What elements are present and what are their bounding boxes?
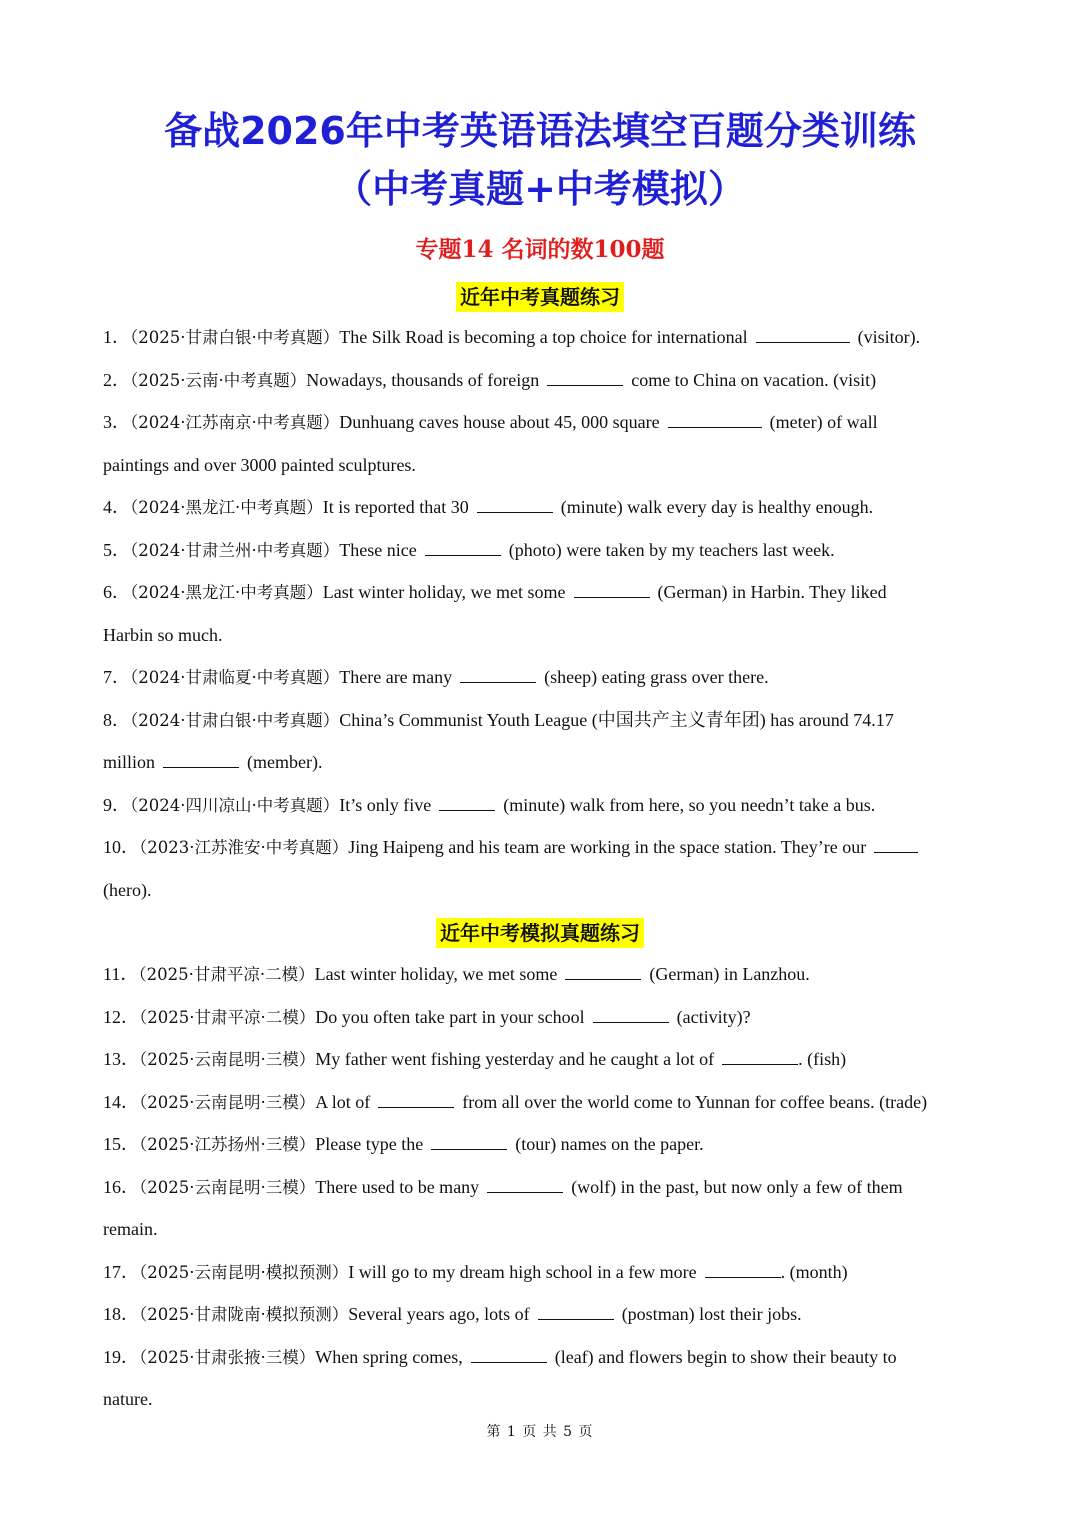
- question-source: （2024·江苏南京·中考真题）: [130, 413, 340, 432]
- question-text: Last winter holiday, we met some: [314, 964, 558, 984]
- question-source: （2025·甘肃白银·中考真题）: [130, 328, 340, 347]
- question-source: （2024·四川凉山·中考真题）: [130, 796, 340, 815]
- answer-blank[interactable]: [722, 1048, 798, 1065]
- question-number: 1．: [103, 327, 130, 347]
- document-title-line2: （中考真题+中考模拟）: [334, 167, 746, 211]
- question-text: Nowadays, thousands of foreign: [306, 370, 540, 390]
- question-source: （2023·江苏淮安·中考真题）: [139, 838, 349, 857]
- question-number: 12．: [103, 1007, 139, 1027]
- question-source: （2025·云南昆明·三模）: [139, 1050, 316, 1069]
- question-hint: (visitor).: [857, 327, 921, 347]
- answer-blank[interactable]: [163, 751, 239, 768]
- question-text: When spring comes,: [315, 1347, 463, 1367]
- question-item: [103, 1048, 983, 1071]
- answer-blank[interactable]: [425, 539, 501, 556]
- question-text: million: [103, 752, 156, 772]
- question-hint: . (month): [780, 1262, 848, 1282]
- question-item: [103, 709, 983, 732]
- question-item: [103, 496, 983, 519]
- question-source: （2025·云南·中考真题）: [130, 371, 307, 390]
- question-hint: (wolf) in the past, but now only a few of them: [571, 1177, 903, 1197]
- question-item: [103, 794, 983, 817]
- answer-blank[interactable]: [378, 1091, 454, 1108]
- question-source: （2025·甘肃平凉·二模）: [139, 1008, 316, 1027]
- answer-blank[interactable]: [471, 1346, 547, 1363]
- question-text: Several years ago, lots of: [348, 1304, 530, 1324]
- question-text: Dunhuang caves house about 45, 000 square: [339, 412, 660, 432]
- question-text: A lot of: [315, 1092, 371, 1112]
- question-text: Last winter holiday, we met some: [322, 582, 566, 602]
- answer-blank[interactable]: [487, 1176, 563, 1193]
- answer-blank[interactable]: [593, 1006, 669, 1023]
- question-number: 5．: [103, 540, 130, 560]
- question-hint: (activity)?: [676, 1007, 751, 1027]
- question-number: 4．: [103, 497, 130, 517]
- question-source: （2025·云南昆明·三模）: [139, 1178, 316, 1197]
- question-number: 18．: [103, 1304, 139, 1324]
- question-text: Jing Haipeng and his team are working in the space station. They’re our: [348, 837, 867, 857]
- question-item: [103, 1303, 983, 1326]
- question-hint: (meter) of wall: [769, 412, 878, 432]
- answer-blank[interactable]: [538, 1303, 614, 1320]
- question-text: China’s Communist Youth League (中国共产主义青年团) has around 74.17: [339, 710, 894, 730]
- question-number: 7．: [103, 667, 130, 687]
- question-hint: (minute) walk from here, so you needn’t take a bus.: [503, 795, 876, 815]
- question-item: [103, 1261, 983, 1284]
- question-item: [103, 1346, 983, 1369]
- section-heading-mock-exams: [0, 917, 1080, 946]
- question-continuation: Harbin so much.: [103, 625, 223, 645]
- question-hint: (postman) lost their jobs.: [621, 1304, 802, 1324]
- question-item: [103, 1133, 983, 1156]
- question-text: Do you often take part in your school: [315, 1007, 585, 1027]
- question-number: 9．: [103, 795, 130, 815]
- question-continuation: nature.: [103, 1389, 153, 1409]
- question-text: It’s only five: [339, 795, 432, 815]
- question-source: （2025·甘肃张掖·三模）: [139, 1348, 316, 1367]
- question-text: There used to be many: [315, 1177, 480, 1197]
- question-item: [103, 411, 983, 434]
- question-number: 2．: [103, 370, 130, 390]
- question-number: 10．: [103, 837, 139, 857]
- topic-subtitle: 专题14 名词的数100题: [415, 236, 665, 263]
- question-item: [103, 369, 983, 392]
- question-source: （2024·甘肃白银·中考真题）: [130, 711, 340, 730]
- question-text: The Silk Road is becoming a top choice for international: [339, 327, 748, 347]
- question-continuation: [103, 751, 322, 773]
- answer-blank[interactable]: [874, 836, 918, 853]
- question-item: [103, 963, 983, 986]
- question-text: These nice: [339, 540, 417, 560]
- question-item: [103, 1091, 983, 1114]
- question-source: （2024·甘肃临夏·中考真题）: [130, 668, 340, 687]
- answer-blank[interactable]: [668, 411, 762, 428]
- question-hint: . (fish): [798, 1049, 847, 1069]
- answer-blank[interactable]: [565, 963, 641, 980]
- question-item: [103, 1176, 983, 1199]
- question-item: [103, 836, 983, 859]
- answer-blank[interactable]: [431, 1133, 507, 1150]
- question-number: 13．: [103, 1049, 139, 1069]
- question-number: 3．: [103, 412, 130, 432]
- question-hint: come to China on vacation. (visit): [631, 370, 877, 390]
- question-continuation: remain.: [103, 1219, 158, 1239]
- question-text: It is reported that 30: [322, 497, 469, 517]
- question-hint: (photo) were taken by my teachers last week.: [508, 540, 835, 560]
- question-item: [103, 326, 983, 349]
- answer-blank[interactable]: [547, 369, 623, 386]
- question-source: （2024·黑龙江·中考真题）: [130, 583, 323, 602]
- question-source: （2024·甘肃兰州·中考真题）: [130, 541, 340, 560]
- question-number: 19．: [103, 1347, 139, 1367]
- question-item: [103, 539, 983, 562]
- question-item: [103, 1006, 983, 1029]
- answer-blank[interactable]: [439, 794, 495, 811]
- question-number: 14．: [103, 1092, 139, 1112]
- question-text: My father went fishing yesterday and he caught a lot of: [315, 1049, 715, 1069]
- question-hint: (minute) walk every day is healthy enough.: [560, 497, 874, 517]
- answer-blank[interactable]: [477, 496, 553, 513]
- question-source: （2025·甘肃平凉·二模）: [138, 965, 315, 984]
- question-number: 16．: [103, 1177, 139, 1197]
- answer-blank[interactable]: [460, 666, 536, 683]
- section-heading-text: 近年中考模拟真题练习: [436, 918, 644, 948]
- question-hint: from all over the world come to Yunnan for coffee beans. (trade): [462, 1092, 928, 1112]
- question-continuation: paintings and over 3000 painted sculptures.: [103, 455, 416, 475]
- question-hint: (German) in Harbin. They liked: [657, 582, 887, 602]
- question-number: 11．: [103, 964, 139, 984]
- question-hint: (tour) names on the paper.: [515, 1134, 704, 1154]
- question-number: 8．: [103, 710, 130, 730]
- question-item: [103, 666, 983, 689]
- section-heading-real-exams: [0, 281, 1080, 310]
- question-hint: (German) in Lanzhou.: [649, 964, 810, 984]
- question-continuation: (hero).: [103, 880, 152, 900]
- page-footer: 第 1 页 共 5 页: [486, 1424, 594, 1440]
- question-hint: (sheep) eating grass over there.: [544, 667, 769, 687]
- question-text: Please type the: [315, 1134, 424, 1154]
- question-source: （2025·云南昆明·模拟预测）: [139, 1263, 349, 1282]
- question-number: 17．: [103, 1262, 139, 1282]
- question-hint: (leaf) and flowers begin to show their beauty to: [554, 1347, 897, 1367]
- answer-blank[interactable]: [705, 1261, 781, 1278]
- question-source: （2025·甘肃陇南·模拟预测）: [139, 1305, 349, 1324]
- question-number: 6．: [103, 582, 130, 602]
- question-source: （2025·江苏扬州·三模）: [139, 1135, 316, 1154]
- section-heading-text: 近年中考真题练习: [456, 282, 624, 312]
- answer-blank[interactable]: [574, 581, 650, 598]
- question-source: （2025·云南昆明·三模）: [139, 1093, 316, 1112]
- document-title-line1: 备战2026年中考英语语法填空百题分类训练: [164, 109, 916, 153]
- question-text: There are many: [339, 667, 453, 687]
- question-item: [103, 581, 983, 604]
- question-text: I will go to my dream high school in a few more: [348, 1262, 697, 1282]
- question-source: （2024·黑龙江·中考真题）: [130, 498, 323, 517]
- answer-blank[interactable]: [756, 326, 850, 343]
- question-number: 15．: [103, 1134, 139, 1154]
- question-hint: (member).: [247, 752, 323, 772]
